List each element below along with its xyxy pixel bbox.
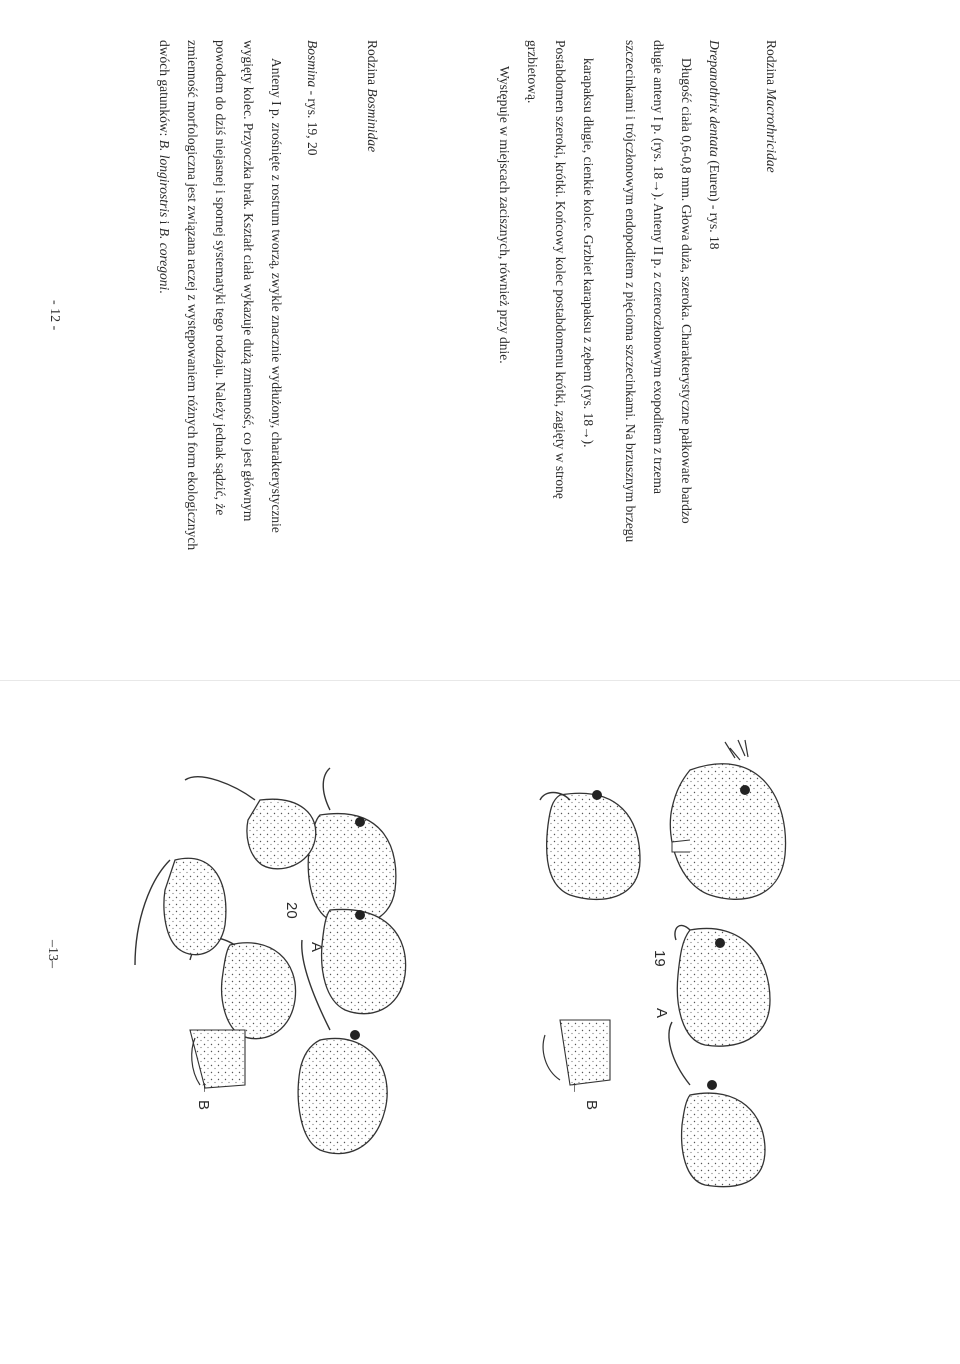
label-a-fig20: A <box>308 942 325 953</box>
fig19-a-figure <box>675 925 770 1046</box>
page-number-13: –13– <box>45 940 60 968</box>
page-number-12: - 12 - <box>47 300 62 331</box>
species-heading-drepanothrix: Drepanothrix dentata (Euren) - rys. 18 <box>707 40 722 250</box>
family-heading-bosminidae: Rodzina Bosminidae <box>365 40 380 153</box>
fig20-e-figure <box>185 777 316 869</box>
drepanothrix-figure-lower <box>540 790 640 899</box>
para2: Występuje w miejscach zacisznych, również przy dnie. <box>497 66 512 364</box>
fig20-a-figure <box>308 768 396 925</box>
drepanothrix-figure-upper <box>670 740 785 899</box>
fig19-label: 19 <box>651 950 668 967</box>
para1-line3: szczecinkami i trójczłonowym endopoditem z pięcioma szczecinkami. Na brzusznym brzegu <box>623 40 638 543</box>
para3-line1: Anteny I p. zrośnięte z rostrum tworzą, zwykle znacznie wydłużony, charakterystycznie <box>269 58 284 533</box>
para1-line5: Postabdomen szeroki, krótki. Końcowy kolec postabdomenu krótki, zagięty w stronę <box>553 40 568 499</box>
para1-line2: długie anteny I p. (rys. 18→). Anteny II p. z czteroczłonowym exopoditem z trzema <box>651 40 666 494</box>
fig19-postabdomen <box>543 1020 610 1085</box>
label-b-fig19: B <box>583 1100 600 1111</box>
para3-line3: powodem do dziś niejasnej i spornej systematyki tego rodzaju. Należy jednak sądzić, że <box>213 40 228 516</box>
para3-line2: wygięty kolec. Przyoczka brak. Kształt ciała wykazuje dużą zmienność, co jest głównym <box>241 40 256 522</box>
para1-line1: Długość ciała 0,6-0,8 mm. Głowa duża, szeroka. Charakterystyczne pałkowate bardzo <box>679 58 694 524</box>
fig20-f-figure <box>135 858 226 965</box>
label-b-fig20: B <box>195 1100 212 1111</box>
family-heading-macrothricidae: Rodzina Macrothricidae <box>764 40 779 173</box>
arrow-fig20: ← <box>198 1080 215 1095</box>
para1-line6: grzbietową. <box>525 40 540 104</box>
fig20-label: 20 <box>283 902 300 919</box>
label-a-fig19: A <box>653 1008 670 1019</box>
para3-line4: zmienność morfologiczna jest związana raczej z występowaniem różnych form ekologicznych <box>185 40 200 551</box>
para1-line4: karapaksu długie, cienkie kolce. Grzbiet karapaksu z zębem (rys. 18→). <box>581 58 596 448</box>
para3-line5: dwóch gatunków: B. longirostris i B. coregoni. <box>157 40 172 294</box>
fig20-b-figure <box>322 909 406 1013</box>
arrow-fig19: ← <box>568 1080 585 1095</box>
species-heading-bosmina: Bosmina - rys. 19, 20 <box>305 40 320 156</box>
